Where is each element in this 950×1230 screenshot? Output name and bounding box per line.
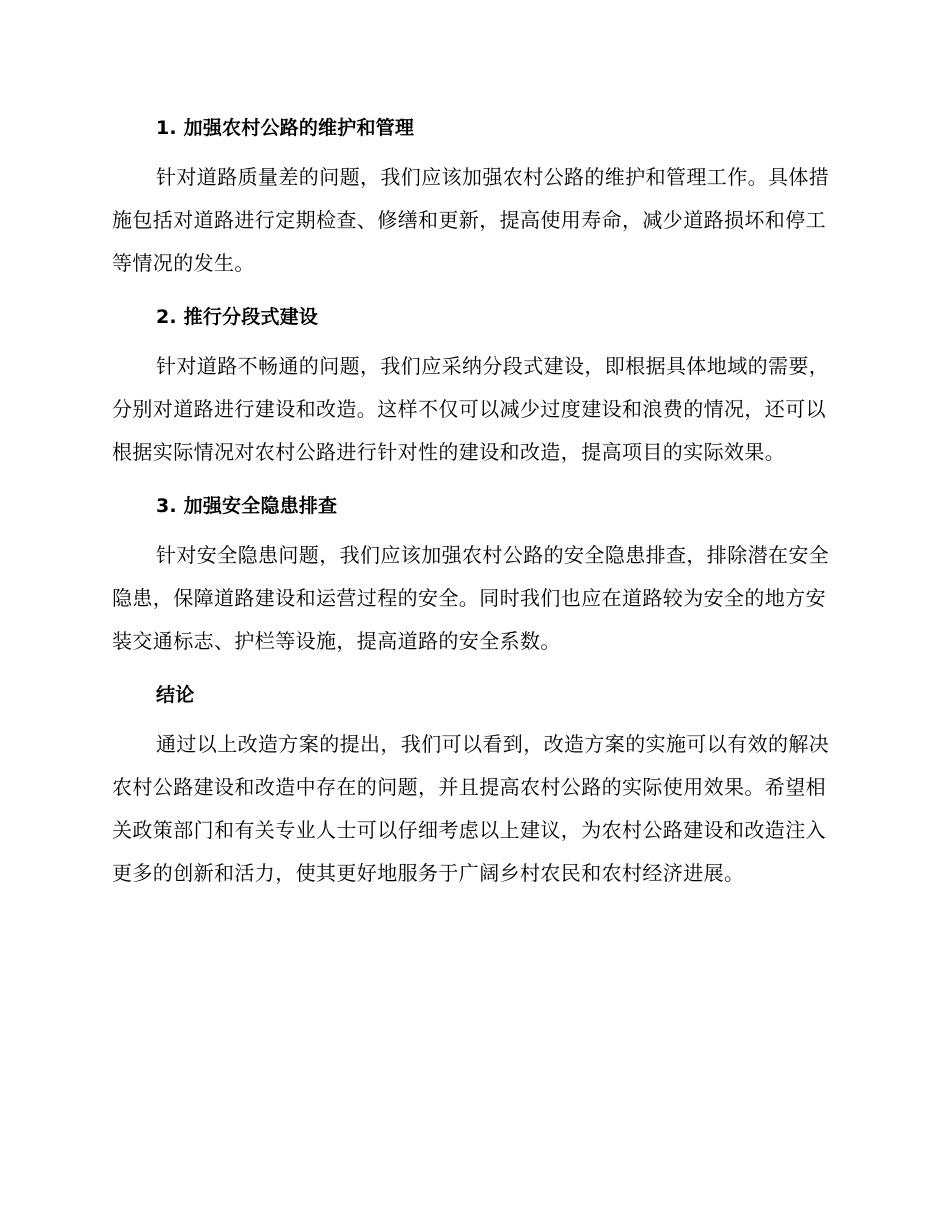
section-paragraph-maintenance: 针对道路质量差的问题，我们应该加强农村公路的维护和管理工作。具体措施包括对道路进行定期检查、修缮和更新，提高使用寿命，减少道路损坏和停工等情况的发生。	[112, 165, 830, 275]
document-body	[112, 108, 832, 907]
section-heading-safety-inspection: 3. 加强安全隐患排查	[156, 495, 338, 517]
section-heading-segmented-construction: 2. 推行分段式建设	[156, 306, 319, 328]
section-paragraph-safety-inspection: 针对安全隐患问题，我们应该加强农村公路的安全隐患排查，排除潜在安全隐患，保障道路建设和运营过程的安全。同时我们也应在道路较为安全的地方安装交通标志、护栏等设施，提高道路的安全系数。	[112, 543, 830, 653]
section-heading-conclusion: 结论	[156, 684, 195, 706]
section-paragraph-segmented-construction: 针对道路不畅通的问题，我们应采纳分段式建设，即根据具体地域的需要，分别对道路进行建设和改造。这样不仅可以减少过度建设和浪费的情况，还可以根据实际情况对农村公路进行针对性的建设和改造，提高项目的实际效果。	[112, 354, 830, 464]
section-paragraph-conclusion: 通过以上改造方案的提出，我们可以看到，改造方案的实施可以有效的解决农村公路建设和改造中存在的问题，并且提高农村公路的实际使用效果。希望相关政策部门和有关专业人士可以仔细考虑以上建议，为农村公路建设和改造注入更多的创新和活力，使其更好地服务于广阔乡村农民和农村经济进展。	[112, 732, 830, 885]
section-heading-maintenance: 1. 加强农村公路的维护和管理	[156, 117, 415, 139]
